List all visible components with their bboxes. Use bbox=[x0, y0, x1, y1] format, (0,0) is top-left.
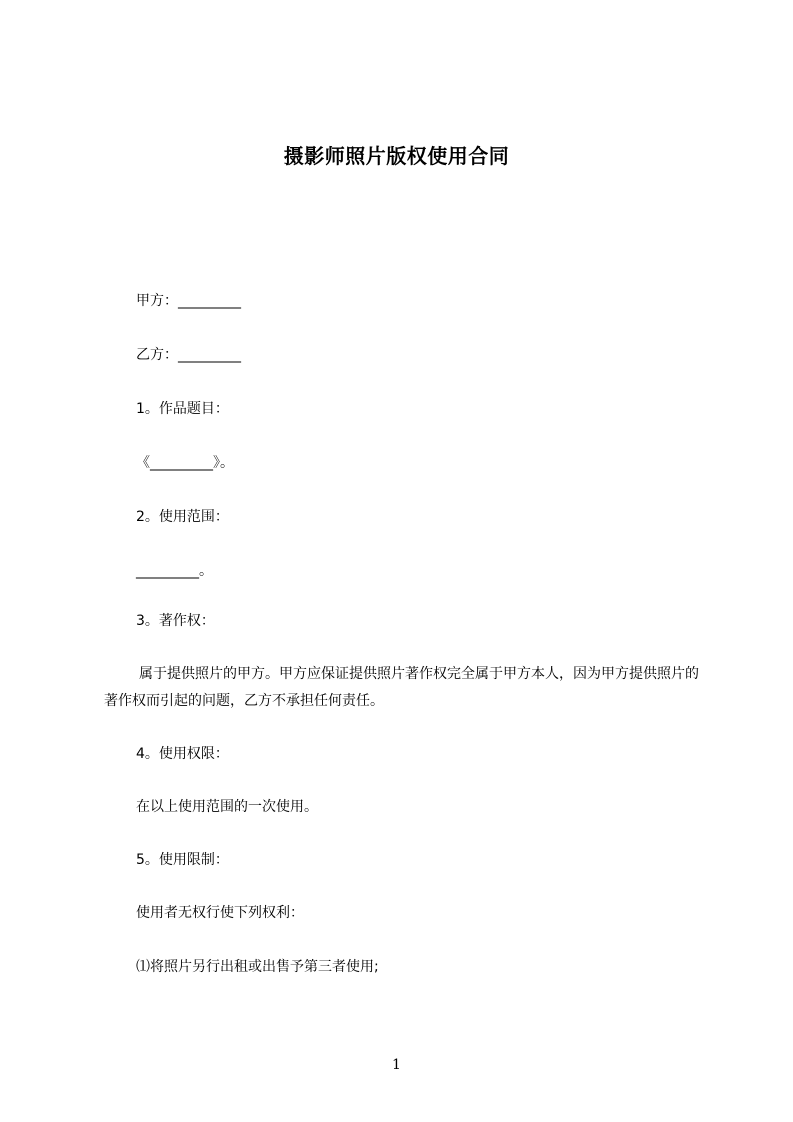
section-4-heading: 4。使用权限： bbox=[136, 746, 229, 762]
section-1-body: 《_________》。 bbox=[136, 455, 234, 471]
party-b-line: 乙方：_________ bbox=[136, 347, 241, 363]
section-5-intro: 使用者无权行使下列权利： bbox=[136, 905, 304, 921]
document-title: 摄影师照片版权使用合同 bbox=[283, 144, 510, 168]
section-5-heading: 5。使用限制： bbox=[136, 852, 229, 868]
section-3-heading: 3。著作权： bbox=[136, 613, 215, 629]
section-2-body: _________。 bbox=[136, 563, 213, 579]
party-a-line: 甲方：_________ bbox=[136, 293, 241, 309]
section-2-heading: 2。使用范围： bbox=[136, 509, 229, 525]
section-3-body: 属于提供照片的甲方。甲方应保证提供照片著作权完全属于甲方本人，因为甲方提供照片的著作权而引起的问题，乙方不承担任何责任。 bbox=[104, 666, 699, 709]
section-1-heading: 1。作品题目： bbox=[136, 401, 229, 417]
section-4-body: 在以上使用范围的一次使用。 bbox=[136, 799, 318, 815]
page-number: 1 bbox=[392, 1057, 401, 1073]
section-5-item-1: ⑴将照片另行出租或出售予第三者使用; bbox=[136, 959, 379, 975]
